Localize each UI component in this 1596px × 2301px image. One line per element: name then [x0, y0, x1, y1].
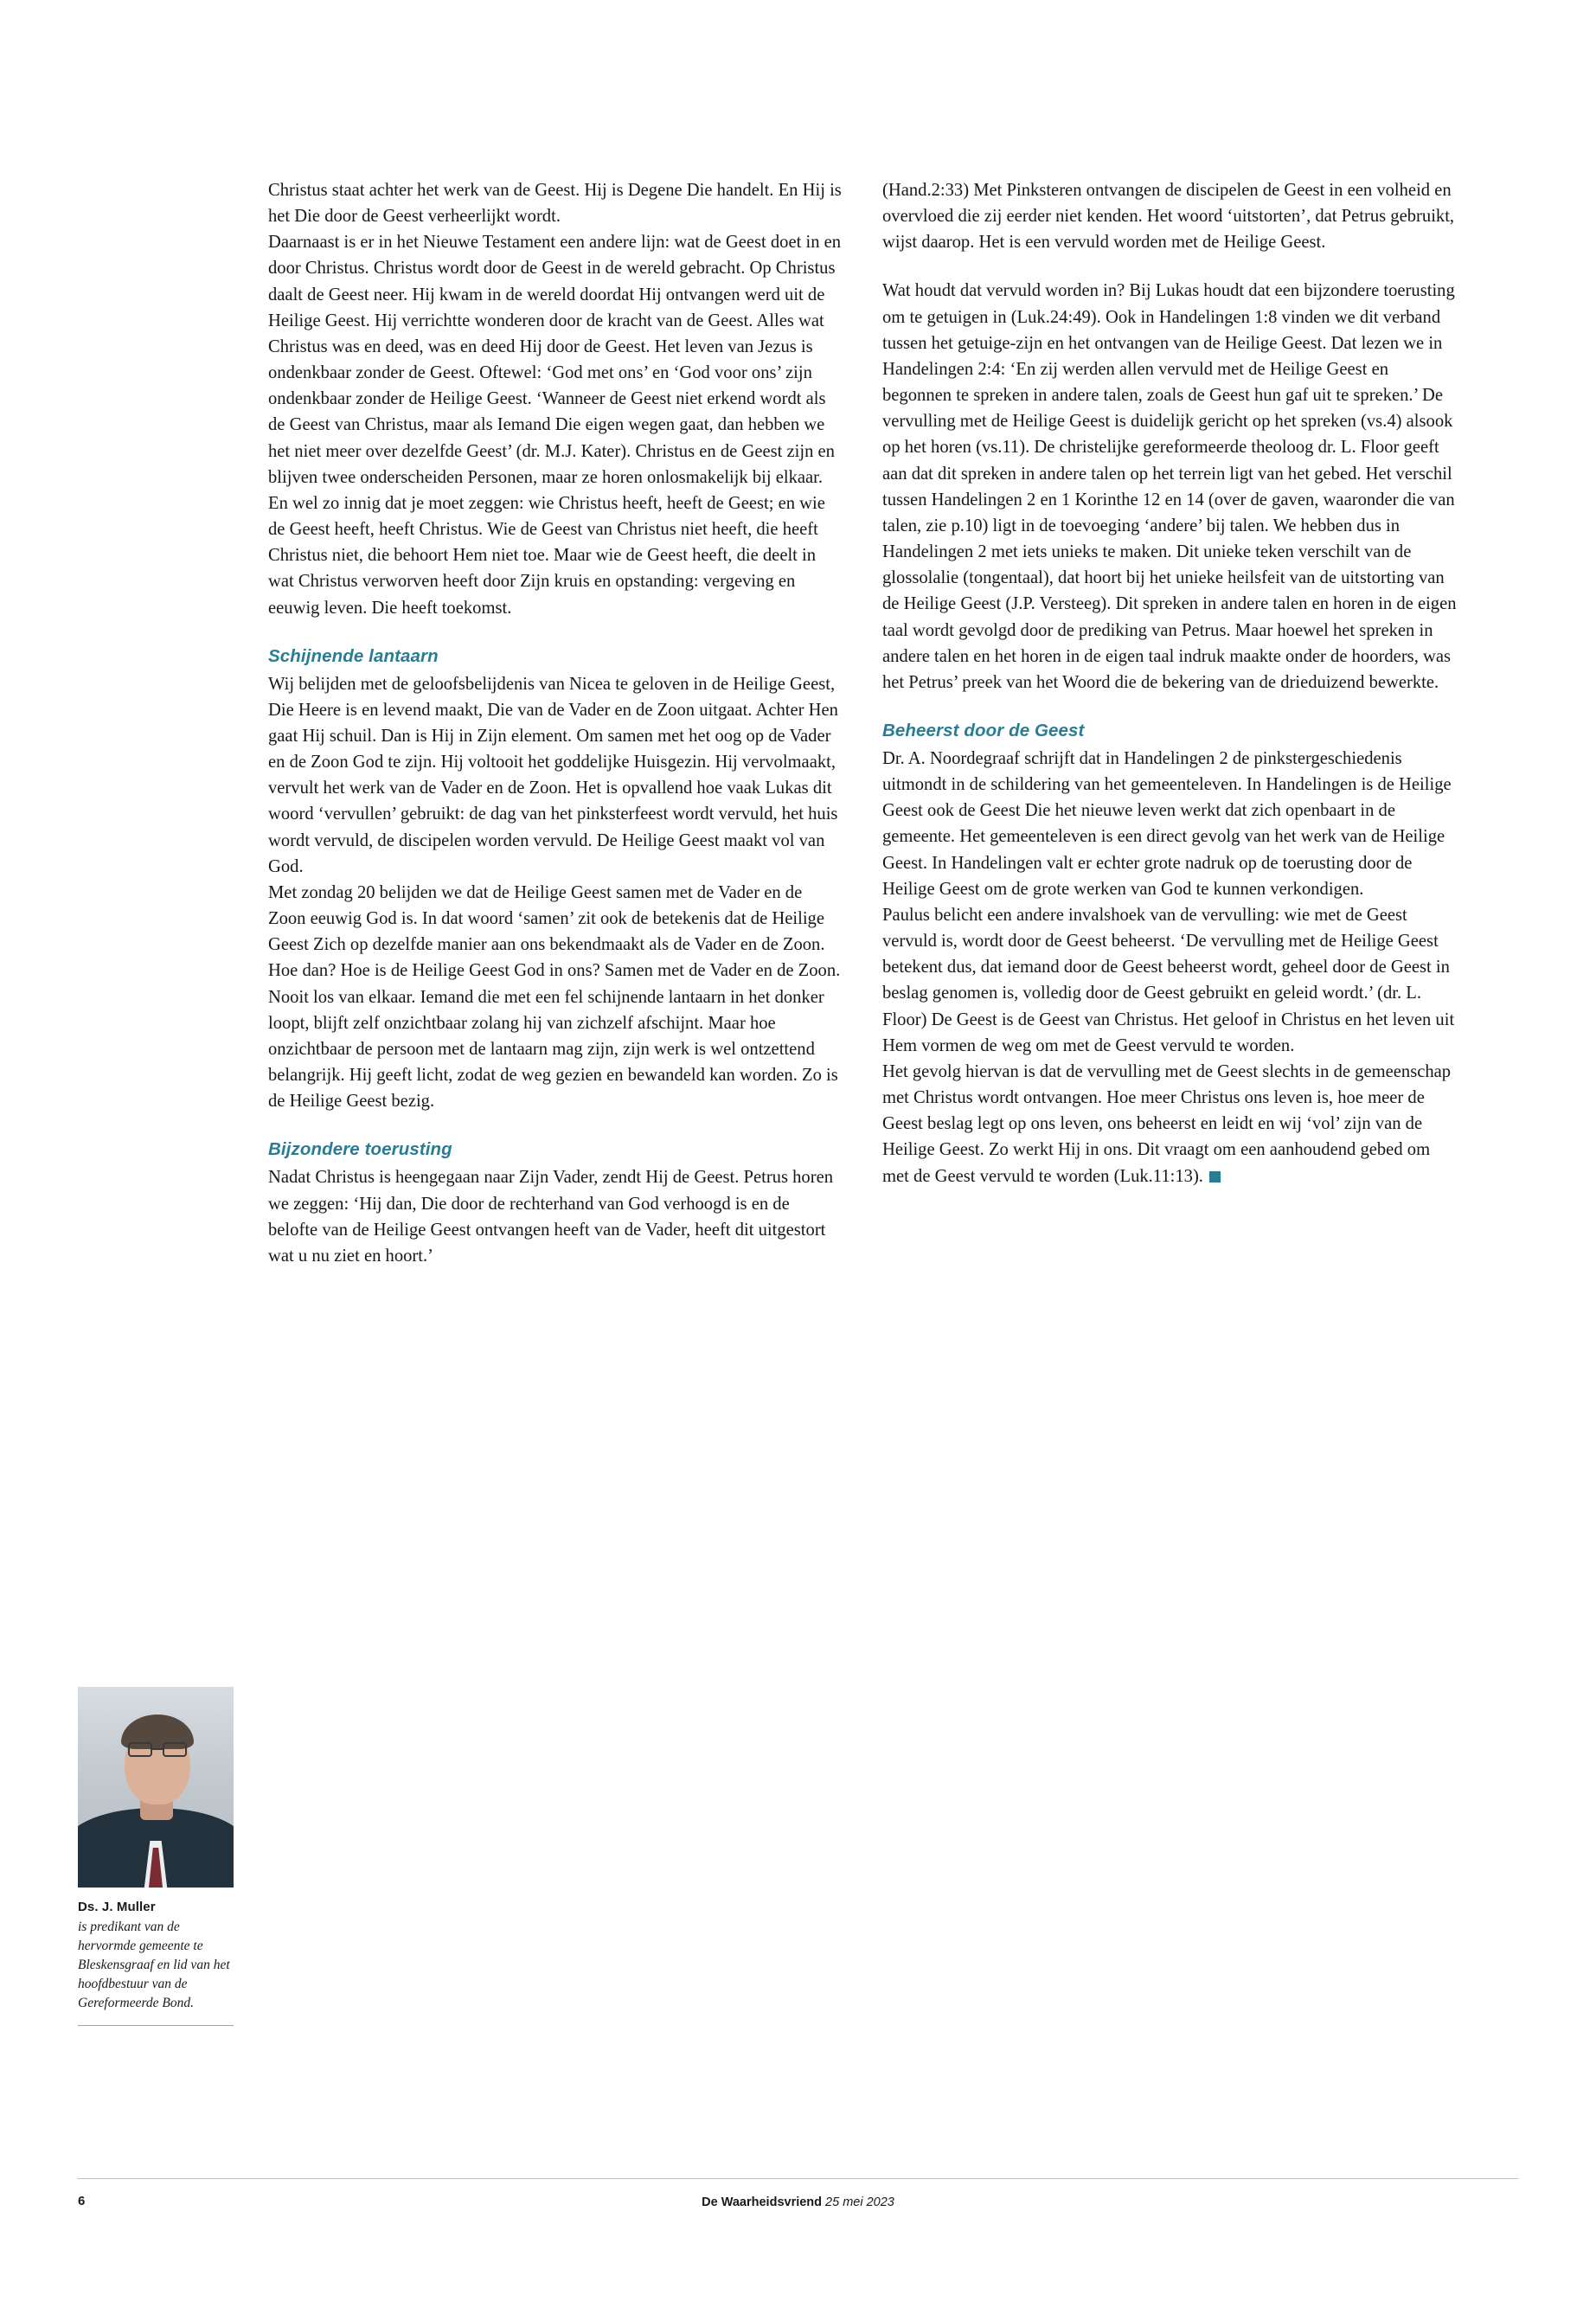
section-heading-beheerst-door-de-geest: Beheerst door de Geest: [882, 720, 1085, 740]
body-column-right: [882, 177, 1458, 1189]
portrait-glasses-icon: [126, 1742, 189, 1758]
paragraph-text: Het gevolg hiervan is dat de vervulling met de Geest slechts in de gemeenschap met Christus wordt ontvangen. Hoe meer Christus ons leven is, hoe meer de Geest beslag legt op ons leven, ons beheerst en leidt en wij ‘vol’ zijn van de Heilige Geest. Zo werkt Hij in ons. Dit vraagt om een aanhoudend gebed om met de Geest vervuld te worden (Luk.11:13).: [882, 1061, 1452, 1186]
page-number: 6: [78, 2194, 86, 2208]
author-bio: is predikant van de hervormde gemeente te Bleskensgraaf en lid van het hoofdbestuur van de Gereformeerde Bond.: [78, 1920, 230, 2010]
paragraph: Dr. A. Noordegraaf schrijft dat in Handelingen 2 de pinkstergeschiedenis uitmondt in de schildering van het gemeenteleven. In Handelingen is de Heilige Geest ook de Geest Die het nieuwe leven werkt dat zich openbaart in de gemeente. Het gemeenteleven is een direct gevolg van het werk van de Heilige Geest. In Handelingen valt er echter grote nadruk op de toerusting door de Heilige Geest om de grote werken van God te kunnen verkondigen.: [882, 749, 1452, 899]
author-divider: [78, 2025, 234, 2026]
paragraph: Met zondag 20 belijden we dat de Heilige Geest samen met de Vader en de Zoon eeuwig God is. In dat woord ‘samen’ zit ook de betekenis dat de Heilige Geest Zich op dezelfde manier aan ons bekendmaakt als de Vader en de Zoon. Hoe dan? Hoe is de Heilige Geest God in ons? Samen met de Vader en de Zoon. Nooit los van elkaar. Iemand die met een fel schijnende lantaarn in het donker loopt, blijft zelf onzichtbaar zolang hij van zichzelf afschijnt. Maar hoe onzichtbaar de persoon met de lantaarn mag zijn, zijn werk is wel ontzettend belangrijk. Hij geeft licht, zodat de weg gezien en bewandeld kan worden. Zo is de Heilige Geest bezig.: [268, 882, 841, 1112]
section-heading-bijzondere-toerusting: Bijzondere toerusting: [268, 1139, 452, 1160]
paragraph: Nadat Christus is heengegaan naar Zijn Vader, zendt Hij de Geest. Petrus horen we zeggen: ‘Hij dan, Die door de rechterhand van God verhoogd is en de belofte van de Heilige Geest ontvangen heeft van de Vader, heeft dit uitgestort wat u nu ziet en hoort.’: [268, 1168, 834, 1266]
paragraph: (Hand.2:33) Met Pinksteren ontvangen de discipelen de Geest in een volheid en overvloed die zij eerder niet kenden. Het woord ‘uitstorten’, dat Petrus gebruikt, wijst daarop. Het is een vervuld worden met de Heilige Geest.: [882, 181, 1455, 253]
paragraph: Daarnaast is er in het Nieuwe Testament een andere lijn: wat de Geest doet in en door Christus. Christus wordt door de Geest in de wereld gebracht. Op Christus daalt de Geest neer. Hij kwam in de wereld doordat Hij ontvangen werd uit de Heilige Geest. Hij verrichtte wonderen door de kracht van de Geest. Alles wat Christus was en deed, was en deed Hij door de Geest. Het leven van Jezus is ondenkbaar zonder de Geest. Oftewel: ‘God met ons’ en ‘God voor ons’ zijn ondenkbaar zonder de Heilige Geest. ‘Wanneer de Geest niet erkend wordt als de Geest van Christus, maar als Iemand Die eigen wegen gaat, dan hebben we het niet meer over dezelfde Geest’ (dr. M.J. Kater). Christus en de Geest zijn en blijven twee onderscheiden Personen, maar ze horen onlosmakelijk bij elkaar. En wel zo innig dat je moet zeggen: wie Christus heeft, heeft de Geest; en wie de Geest heeft, heeft Christus. Wie de Geest van Christus niet heeft, die heeft Christus niet, die behoort Hem niet toe. Maar wie de Geest heeft, die deelt in wat Christus verworven heeft door Zijn kruis en opstanding: vergeving en eeuwig leven. Die heeft toekomst.: [268, 233, 842, 618]
section-heading-schijnende-lantaarn: Schijnende lantaarn: [268, 645, 439, 666]
paragraph-final: [882, 1059, 1458, 1189]
author-portrait-image: [78, 1687, 234, 1888]
end-of-article-mark: [1209, 1171, 1221, 1183]
paragraph: Paulus belicht een andere invalshoek van de vervulling: wie met de Geest vervuld is, wordt door de Geest beheerst. ‘De vervulling met de Heilige Geest betekent dus, dat iemand door de Geest beheerst wordt, geheel door de Geest in beslag genomen is, volledig door de Geest gebruikt en geleid wordt.’ (dr. L. Floor) De Geest is de Geest van Christus. Het geloof in Christus en het leven uit Hem vormen de weg om met de Geest vervuld te worden.: [882, 905, 1455, 1055]
footer-publication-line: [0, 2195, 1596, 2209]
paragraph: Christus staat achter het werk van de Geest. Hij is Degene Die handelt. En Hij is het Die door de Geest verheerlijkt wordt.: [268, 181, 842, 227]
paragraph: Wij belijden met de geloofsbelijdenis van Nicea te geloven in de Heilige Geest, Die Heere is en levend maakt, Die van de Vader en de Zoon uitgaat. Achter Hen gaat Hij schuil. Dan is Hij in Zijn element. Om samen met het oog op de Vader en de Zoon God te zijn. Hij voltooit het goddelijke Huisgezin. Hij vervolmaakt, vervult het werk van de Vader en de Zoon. Het is opvallend hoe vaak Lukas dit woord ‘vervullen’ gebruikt: de dag van het pinksterfeest wordt vervuld, het huis wordt vervuld, de discipelen worden vervuld. De Heilige Geest maakt vol van God.: [268, 674, 838, 876]
paragraph: Wat houdt dat vervuld worden in? Bij Lukas houdt dat een bijzondere toerusting om te getuigen in (Luk.24:49). Ook in Handelingen 1:8 vinden we dit verband tussen het getuige-zijn en het ontvangen van de Heilige Geest. Dat lezen we in Handelingen 2:4: ‘En zij werden allen vervuld met de Heilige Geest en begonnen te spreken in andere talen, zoals de Geest hun gaf uit te spreken.’ De vervulling met de Heilige Geest is duidelijk gericht op het spreken (vs.4) alsook op het horen (vs.11). De christelijke gereformeerde theoloog dr. L. Floor geeft aan dat dit spreken in andere talen op het terrein ligt van het gebed. Het verschil tussen Handelingen 2 en 1 Korinthe 12 en 14 (over de gaven, waaronder die van talen, zie p.10) ligt in de toevoeging ‘andere’ bij talen. We hebben dus in Handelingen 2 met iets unieks te maken. Dit unieke teken verschilt van de glossolalie (tongentaal), dat hoort bij het unieke heilsfeit van de uitstorting van de Heilige Geest (J.P. Versteeg). Dit spreken in andere talen en horen in de eigen taal wordt gevolgd door de prediking van Petrus. Maar hoewel het spreken in andere talen en het horen in de eigen taal indruk maakte onder de hoorders, was het Petrus’ preek van het Woord die de bekering van de drieduizend bewerkte.: [882, 281, 1457, 692]
footer-divider: [78, 2178, 1518, 2179]
publication-date: 25 mei 2023: [825, 2195, 894, 2209]
publication-title: De Waarheidsvriend: [702, 2195, 823, 2209]
author-name: Ds. J. Muller: [78, 1900, 156, 1914]
body-column-left: [268, 177, 843, 1269]
author-block: [78, 1687, 234, 2026]
